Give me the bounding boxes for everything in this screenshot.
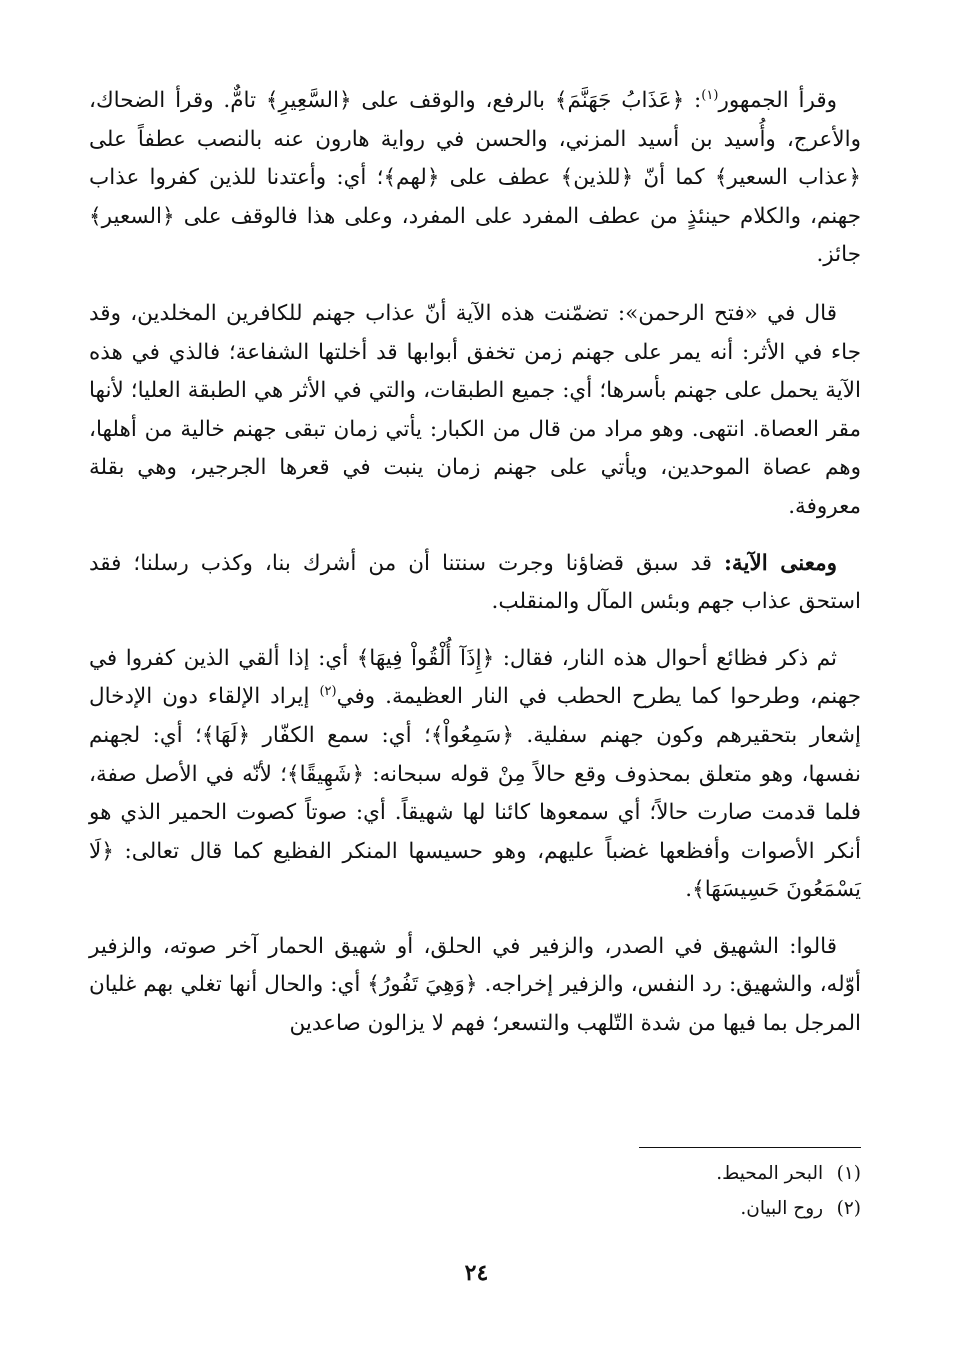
footnote-ref-2: (٢) bbox=[319, 684, 337, 700]
footnote-ref-1: (١) bbox=[701, 87, 719, 103]
footnote-2 bbox=[461, 1191, 861, 1226]
footnote-2-text: روح البيان. bbox=[740, 1198, 824, 1219]
paragraph-4-text-a: ثم ذكر فظائع أحوال هذه النار، فقال: ﴿إِذَآ أُلْقُواْ فِيهَا﴾ أي: إذا ألقي الذين كفروا في جهنم، وطرحوا كما يطرح الحطب في النار العظيمة. وفي bbox=[89, 645, 861, 710]
paragraph-3 bbox=[89, 545, 861, 622]
paragraph-5: قالوا: الشهيق في الصدر، والزفير في الحلق، أو شهيق الحمار آخر صوته، والزفير أوّله، والشهيق: رد النفس، والزفير إخراجه. ﴿وَهِيَ تَفُورُ﴾ أي: والحال أنها تغلي بهم غليان المرجل بما فيها من شدة التّلهب والتسعر؛ فهم لا يزالون صاعدين bbox=[89, 933, 861, 1037]
paragraph-4-text-b: إيراد الإلقاء دون الإدخال إشعار بتحقيرهم وكون جهنم سفلية. ﴿سَمِعُواْ﴾؛ أي: سمع الكفّار ﴿لَهَا﴾؛ أي: لجهنم نفسها، وهو متعلق بمحذوف وقع حالاً مِنْ قوله سبحانه: ﴿شَهِيقًا﴾؛ لأنّه في الأصل صفة، فلما قدمت صارت حالاً؛ أي سمعوها كائنا لها شهيقاً. أي: صوتاً كصوت الحمير الذي هو أنكر الأصوات وأفظعها غضباً عليهم، وهو حسيسها المنكر الفظيع كما قال تعالى: ﴿لَا يَسْمَعُونَ حَسِيسَهَا﴾. bbox=[89, 684, 861, 903]
footnote-1 bbox=[461, 1156, 861, 1191]
footnote-2-number: (٢) bbox=[836, 1198, 861, 1219]
footnotes bbox=[461, 1156, 861, 1226]
page-number: ٢٤ bbox=[464, 1260, 489, 1286]
footnote-1-text: البحر المحيط. bbox=[716, 1163, 824, 1184]
paragraph-2: قال في «فتح الرحمن»: تضمّنت هذه الآية أنّ عذاب جهنم للكافرين المخلدين، وقد جاء في الأثر: أنه يمر على جهنم زمن تخفق أبوابها قد أخلتها الشفاعة؛ فالذي في هذه الآية يحمل على جهنم بأسرها؛ أي: جميع الطبقات، والتي في الأثر هي الطبقة العليا؛ لأنها مقر العصاة. انتهى. وهو مراد من قال من الكبار: يأتي زمان تبقى جهنم خالية من أهلها، وهم عصاة الموحدين، ويأتي على جهنم زمان ينبت في قعرها الجرجير، وهي بقلة معروفة. bbox=[89, 300, 861, 519]
main-text bbox=[89, 82, 861, 1062]
footnote-separator bbox=[639, 1147, 861, 1148]
paragraph-3-text: قد سبق قضاؤنا وجرت سنتنا أن من أشرك بنا، وكذب رسلنا؛ فقد استحق عذاب جهم وبئس المآل والمنقلب. bbox=[89, 550, 861, 615]
paragraph-1 bbox=[89, 82, 861, 275]
paragraph-4 bbox=[89, 640, 861, 910]
paragraph-3-lead: ومعنى الآية: bbox=[724, 550, 837, 576]
footnote-1-number: (١) bbox=[836, 1163, 861, 1184]
paragraph-1-text-a: وقرأ الجمهور bbox=[718, 88, 837, 113]
paragraph-1-text-b: : ﴿عَذَابُ جَهَنَّمَ﴾ بالرفع، والوقف على ﴿السَّعِيرِ﴾ تامٌّ. وقرأ الضحاك، والأعرج، وأُسيد بن أسيد المزني، والحسن في رواية هارون عنه بالنصب عطفاً على ﴿عذاب السعير﴾ كما أنّ ﴿للذين﴾ عطف على ﴿لهم﴾؛ أي: وأعتدنا للذين كفروا عذاب جهنم، والكلام حينئذٍ من عطف المفرد على المفرد، وعلى هذا فالوقف على ﴿السعير﴾ جائز. bbox=[89, 88, 861, 268]
